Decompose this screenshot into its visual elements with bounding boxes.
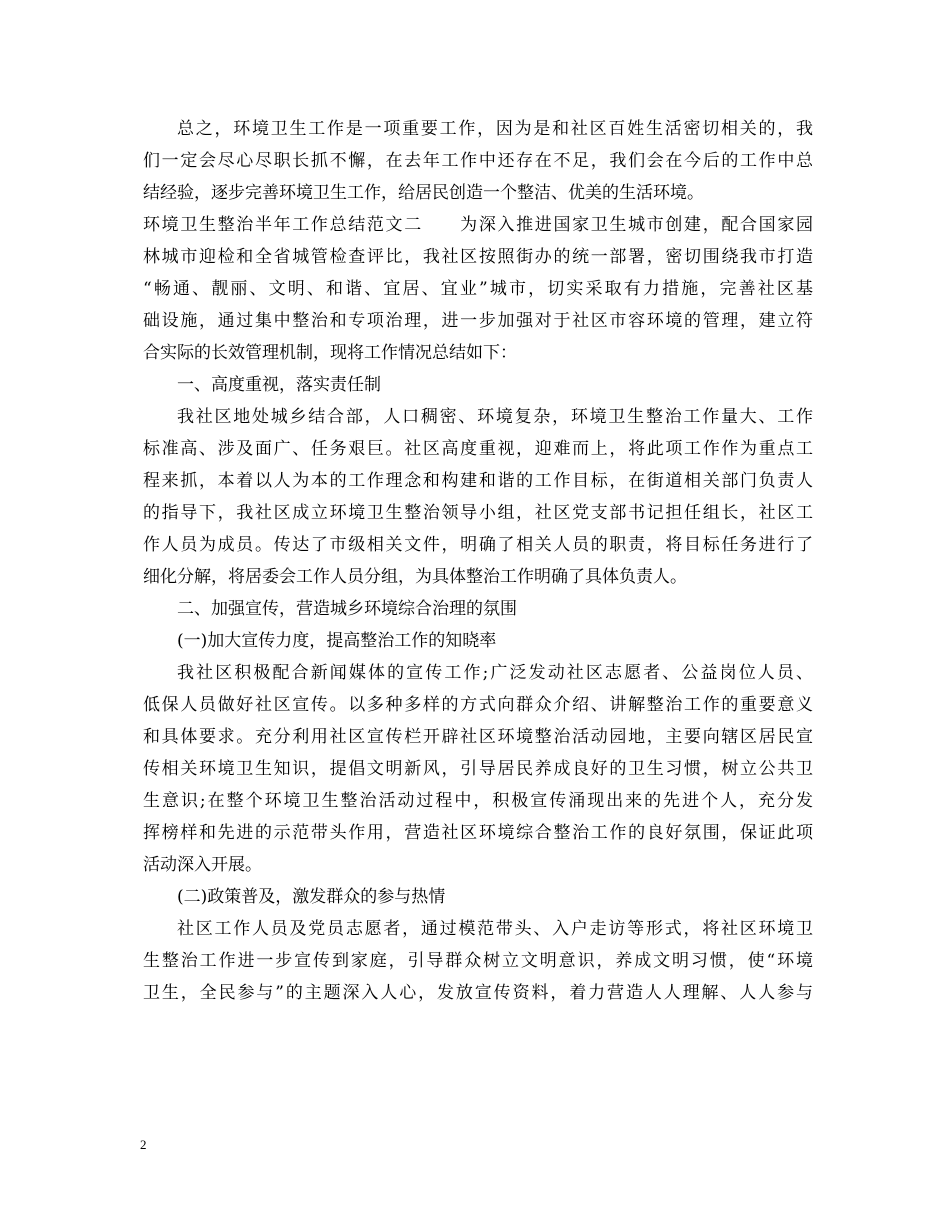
text-line: 社区工作人员及党员志愿者，通过模范带头、入户走访等形式，将社区环境卫 <box>177 919 813 939</box>
text-line: 础设施，通过集中整治和专项治理，进一步加强对于社区市容环境的管理，建立符 <box>143 311 813 331</box>
text-line: 作人员为成员。传达了市级相关文件，明确了相关人员的职责，将目标任务进行了 <box>143 535 813 555</box>
text-line: 的指导下，我社区成立环境卫生整治领导小组，社区党支部书记担任组长，社区工 <box>143 503 813 523</box>
text-line: “畅通、靓丽、文明、和谐、宜居、宜业”城市，切实采取有力措施，完善社区基 <box>143 279 813 299</box>
text-line: 合实际的长效管理机制，现将工作情况总结如下： <box>143 343 517 363</box>
text-line: 程来抓，本着以人为本的工作理念和构建和谐的工作目标，在街道相关部门负责人 <box>143 471 813 491</box>
page-number: 2 <box>140 1137 147 1152</box>
text-line: 生意识;在整个环境卫生整治活动过程中，积极宣传涌现出来的先进个人，充分发 <box>143 791 813 811</box>
text-line: 标准高、涉及面广、任务艰巨。社区高度重视，迎难而上，将此项工作作为重点工 <box>143 439 813 459</box>
text-line: 一、高度重视，落实责任制 <box>177 375 381 395</box>
text-line: 挥榜样和先进的示范带头作用，营造社区环境综合整治工作的良好氛围，保证此项 <box>143 823 813 843</box>
text-line: 细化分解，将居委会工作人员分组，为具体整治工作明确了具体负责人。 <box>143 567 687 587</box>
text-line: 活动深入开展。 <box>143 855 262 875</box>
text-line: 我社区积极配合新闻媒体的宣传工作;广泛发动社区志愿者、公益岗位人员、 <box>177 663 813 683</box>
text-line: 我社区地处城乡结合部，人口稠密、环境复杂，环境卫生整治工作量大、工作 <box>177 407 813 427</box>
text-line: 林城市迎检和全省城管检查评比，我社区按照街办的统一部署，密切围绕我市打造 <box>143 247 813 267</box>
text-line: 们一定会尽心尽职长抓不懈，在去年工作中还存在不足，我们会在今后的工作中总 <box>143 151 813 171</box>
text-line: 传相关环境卫生知识，提倡文明新风，引导居民养成良好的卫生习惯，树立公共卫 <box>143 759 813 779</box>
text-line: 和具体要求。充分利用社区宣传栏开辟社区环境整治活动园地，主要向辖区居民宣 <box>143 727 813 747</box>
text-line: (二)政策普及，激发群众的参与热情 <box>177 887 446 907</box>
text-line: 结经验，逐步完善环境卫生工作，给居民创造一个整洁、优美的生活环境。 <box>143 183 704 203</box>
text-line: 二、加强宣传，营造城乡环境综合治理的氛围 <box>177 599 517 619</box>
text-line: 环境卫生整治半年工作总结范文二 为深入推进国家卫生城市创建，配合国家园 <box>143 215 813 235</box>
text-line: (一)加大宣传力度，提高整治工作的知晓率 <box>177 631 497 651</box>
text-line: 生整治工作进一步宣传到家庭，引导群众树立文明意识，养成文明习惯，使“环境 <box>143 951 813 971</box>
text-line: 卫生，全民参与”的主题深入人心，发放宣传资料，着力营造人人理解、人人参与 <box>143 983 813 1003</box>
text-line: 总之，环境卫生工作是一项重要工作，因为是和社区百姓生活密切相关的，我 <box>177 119 813 139</box>
text-line: 低保人员做好社区宣传。以多种多样的方式向群众介绍、讲解整治工作的重要意义 <box>143 695 813 715</box>
document-body <box>143 113 813 1009</box>
